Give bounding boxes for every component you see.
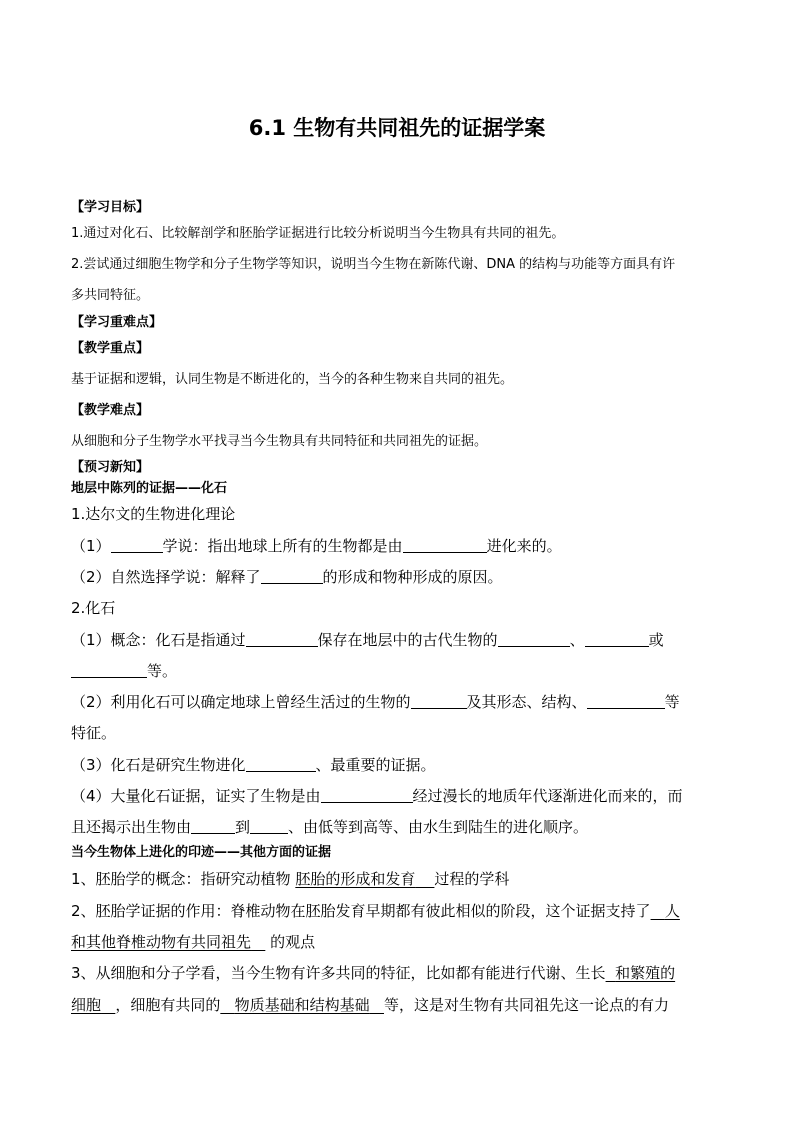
fill-blank[interactable] <box>261 568 323 584</box>
fossil-item-2: （2）利用化石可以确定地球上曾经生活过的生物的 及其形态、结构、 等 <box>71 693 680 711</box>
embryology-item-1: 1、胚胎学的概念：指研究动植物 胚胎的形成和发育 过程的学科 <box>71 870 510 888</box>
fossil-item-4: （4）大量化石证据，证实了生物是由 经过漫长的地质年代逐渐进化而来的，而 <box>71 787 683 805</box>
fill-blank[interactable] <box>498 631 570 647</box>
embryology-item-2-cont: 和其他脊椎动物有共同祖先 的观点 <box>71 933 316 951</box>
fossil-section-heading: 地层中陈列的证据——化石 <box>71 481 228 496</box>
objectives-heading: 【学习目标】 <box>71 200 150 215</box>
teaching-difficulty-heading: 【教学难点】 <box>71 403 150 418</box>
fill-blank[interactable] <box>321 787 413 803</box>
cell-molecular-item-3: 3、从细胞和分子学看，当今生物有许多共同的特征，比如都有能进行代谢、生长 和繁殖的 <box>71 964 676 982</box>
fill-blank[interactable] <box>411 693 467 709</box>
preview-heading: 【预习新知】 <box>71 460 150 475</box>
fossil-item-2-cont: 特征。 <box>71 724 117 742</box>
darwin-item-2: （2）自然选择学说：解释了 的形成和物种形成的原因。 <box>71 568 503 586</box>
teaching-focus-text: 基于证据和逻辑，认同生物是不断进化的，当今的各种生物来自共同的祖先。 <box>71 372 514 387</box>
fill-blank[interactable] <box>403 537 487 553</box>
objective-item-2-line-2: 多共同特征。 <box>71 288 150 303</box>
fill-blank[interactable] <box>111 537 163 553</box>
key-points-heading: 【学习重难点】 <box>71 315 163 330</box>
objective-item-1: 1.通过对化石、比较解剖学和胚胎学证据进行比较分析说明当今生物具有共同的祖先。 <box>71 226 565 241</box>
fossil-title: 2.化石 <box>71 599 116 617</box>
fossil-item-4-cont: 且还揭示出生物由 到 、由低等到高等、由水生到陆生的进化顺序。 <box>71 818 589 836</box>
fill-blank[interactable] <box>587 693 665 709</box>
fill-blank[interactable] <box>191 818 235 834</box>
fossil-item-1: （1）概念：化石是指通过 保存在地层中的古代生物的 、 或 <box>71 631 664 649</box>
fill-blank[interactable] <box>246 631 318 647</box>
darwin-item-1: （1） 学说：指出地球上所有的生物都是由 进化来的。 <box>71 537 562 555</box>
fill-blank[interactable] <box>585 631 649 647</box>
fill-blank[interactable] <box>250 818 288 834</box>
embryology-item-2: 2、胚胎学证据的作用：脊椎动物在胚胎发育早期都有彼此相似的阶段，这个证据支持了 人 <box>71 902 680 920</box>
cell-molecular-item-3-cont: 细胞 ，细胞有共同的 物质基础和结构基础 等，这是对生物有共同祖先这一论点的有力 <box>71 996 669 1014</box>
page-title: 6.1 生物有共同祖先的证据学案 <box>248 116 546 140</box>
fossil-item-1-cont: 等。 <box>71 661 177 681</box>
fossil-item-3: （3）化石是研究生物进化 、最重要的证据。 <box>71 756 436 774</box>
fill-blank[interactable] <box>246 756 316 772</box>
darwin-theory-title: 1.达尔文的生物进化理论 <box>71 505 236 523</box>
teaching-focus-heading: 【教学重点】 <box>71 341 150 356</box>
teaching-difficulty-text: 从细胞和分子生物学水平找寻当今生物具有共同特征和共同祖先的证据。 <box>71 434 488 449</box>
fill-blank[interactable] <box>71 662 147 678</box>
other-evidence-heading: 当今生物体上进化的印迹——其他方面的证据 <box>71 845 332 860</box>
objective-item-2-line-1: 2.尝试通过细胞生物学和分子生物学等知识，说明当今生物在新陈代谢、DNA 的结构与功能等方面具有许 <box>71 257 676 272</box>
